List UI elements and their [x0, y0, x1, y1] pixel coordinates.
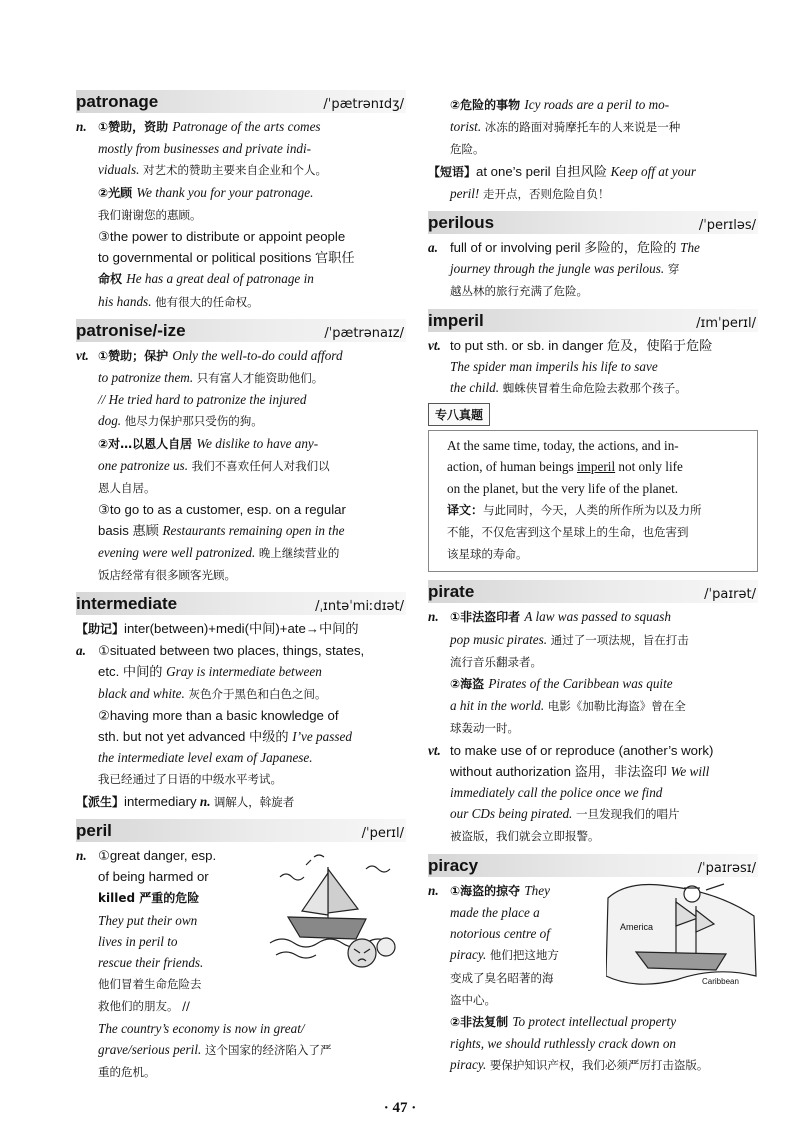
entry-imperil	[428, 309, 758, 573]
example: to patronize them.	[98, 370, 194, 386]
example: rights, we should ruthlessly crack down on	[450, 1036, 677, 1052]
mnemonic-tag: 【助记】	[76, 622, 125, 637]
translation: 盗中心。	[450, 992, 496, 1007]
translation: 重的危机。	[98, 1064, 156, 1079]
boat-hull	[288, 917, 366, 939]
sinking-boat-illustration	[266, 847, 406, 975]
example: torist.	[450, 119, 482, 135]
example: a hit in the world.	[450, 698, 545, 714]
example: A law was passed to squash	[524, 609, 672, 625]
example: The	[680, 240, 700, 256]
translation: 被盗版，我们就会立即报警。	[450, 829, 600, 844]
translation: 通过了一项法规，旨在打击	[547, 632, 689, 647]
right-column	[428, 94, 758, 1083]
example: the intermediate level exam of Japanese.	[98, 750, 313, 766]
derived-word: intermediary	[124, 793, 197, 809]
boat-sail	[328, 869, 358, 913]
mnemonic: inter(between)+medi(中间)+ate→中间的	[124, 621, 359, 637]
headword-bar	[76, 819, 406, 842]
exam-sentence: on the planet, but the very life of the planet.	[447, 480, 679, 496]
sense-label: ②海盗	[450, 677, 489, 692]
example: Restaurants remaining open in the	[162, 523, 345, 539]
definition: of being harmed or	[98, 869, 209, 885]
boat-sail	[302, 873, 328, 915]
pronunciation: /ˈperɪləs/	[698, 218, 756, 234]
example: Keep off at your	[610, 163, 696, 179]
translation: 球轰动一时。	[450, 721, 519, 736]
map-label-america: America	[620, 921, 654, 932]
headword-bar	[76, 90, 406, 113]
headword: piracy	[428, 855, 479, 875]
example: dog.	[98, 413, 122, 429]
exam-sentence: action, of human beings	[447, 459, 578, 475]
entry-patronise	[76, 319, 406, 586]
sense-label: ①非法盗印者	[450, 610, 525, 625]
headword-bar	[428, 211, 758, 234]
translation: 他们冒着生命危险去	[98, 977, 202, 992]
cloud-squiggle	[306, 855, 324, 865]
example: I’ve passed	[292, 729, 352, 745]
sense-label: ①海盗的掠夺	[450, 883, 525, 898]
translation: 冰冻的路面对骑摩托车的人来说是一种	[481, 120, 681, 135]
phrase-tag: 【短语】	[428, 164, 477, 179]
map-label-caribbean: Caribbean	[702, 976, 739, 986]
translation: 晚上继续营业的	[255, 545, 340, 560]
translation: 对艺术的赞助主要来自企业和个人。	[139, 163, 328, 178]
definition: etc. 中间的	[98, 664, 167, 680]
wave-line	[280, 874, 304, 880]
definition: full of or involving peril 多险的，危险的	[450, 240, 681, 256]
example: The spider man imperils his life to save	[450, 358, 658, 374]
pos-label: n.	[76, 119, 87, 134]
entry-peril-continued	[428, 94, 758, 205]
example: We will	[670, 763, 710, 779]
translation: 该星球的寿命。	[447, 547, 528, 562]
example: They put their own	[98, 912, 198, 928]
example: rescue their friends.	[98, 954, 204, 970]
example: piracy.	[450, 947, 487, 963]
exam-box	[428, 430, 758, 572]
translation: 要保护知识产权，我们必须严厉打击盗版。	[486, 1058, 709, 1073]
example: Gray is intermediate between	[166, 664, 322, 680]
pronunciation: /ˈperɪl/	[361, 825, 404, 841]
example: our CDs being pirated.	[450, 806, 573, 822]
definition: ②having more than a basic knowledge of	[98, 707, 339, 723]
headword: peril	[76, 820, 112, 840]
example: one patronize us.	[98, 457, 188, 473]
translation: 电影《加勒比海盗》曾在全	[544, 699, 686, 714]
exam-sentence: not only life	[615, 459, 683, 475]
translation: 流行音乐翻录者。	[450, 654, 542, 669]
translation: 他们把这地方	[486, 948, 559, 963]
exam-sentence: At the same time, today, the actions, and in-	[447, 438, 679, 454]
entry-intermediate	[76, 592, 406, 813]
underlined-word: imperil	[577, 459, 616, 475]
sense-label: ②光顾	[98, 185, 137, 200]
definition: ③the power to distribute or appoint people	[98, 229, 346, 245]
example: notorious centre of	[450, 926, 550, 942]
translation: 蜘蛛侠冒着生命危险去救那个孩子。	[499, 381, 687, 396]
headword-bar	[76, 319, 406, 342]
translation: 调解人，斡旋者	[213, 794, 295, 809]
example: evening were well patronized.	[98, 544, 256, 560]
definition: to governmental or political positions 官职任	[98, 250, 355, 266]
telescope	[706, 884, 724, 890]
ship-hull	[636, 952, 726, 970]
translation: 走开点，否则危险自负！	[479, 186, 610, 201]
example: The country’s economy is now in great/	[98, 1020, 305, 1036]
translation: 这个国家的经济陷入了严	[201, 1042, 332, 1057]
pos-label: a.	[76, 643, 86, 659]
example: He tried hard to patronize the injured	[108, 392, 307, 408]
water-line	[276, 952, 316, 958]
sense-label: ②危险的事物	[450, 98, 525, 112]
headword: intermediate	[76, 594, 178, 614]
translation: 我已经通过了日语的中级水平考试。	[98, 772, 282, 787]
example: viduals.	[98, 162, 140, 178]
translation: 恩人自居。	[98, 481, 156, 496]
example: Patronage of the arts comes	[172, 119, 321, 134]
translation: 饭店经常有很多顾客光顾。	[98, 567, 236, 582]
pronunciation: /ˌɪntəˈmiːdɪət/	[315, 599, 404, 615]
example: lives in peril to	[98, 933, 178, 949]
sense-label: ①赞助；保护	[98, 348, 173, 363]
pos-label: vt.	[428, 337, 441, 353]
pos-label: a.	[428, 240, 438, 256]
translation: 不能，不仅危害到这个星球上的生命，也危害到	[447, 525, 689, 540]
drowning-figure	[348, 939, 376, 967]
entry-pirate	[428, 580, 758, 847]
page-number: · 47 ·	[383, 1100, 417, 1116]
definition: basis 惠顾	[98, 523, 163, 539]
sense-label: ①赞助，资助	[98, 120, 173, 134]
headword-bar	[428, 854, 758, 877]
sense-label: ②非法复制	[450, 1014, 513, 1029]
pos-label: n.	[428, 609, 439, 625]
definition: ①great danger, esp.	[98, 847, 217, 863]
example: Pirates of the Caribbean was quite	[488, 676, 673, 692]
example: He has a great deal of patronage in	[126, 271, 314, 287]
headword-bar	[76, 592, 406, 615]
definition: killed 严重的危险	[98, 891, 200, 906]
entry-peril	[76, 819, 406, 1083]
translation: 他尽力保护那只受伤的狗。	[121, 414, 263, 429]
sense-label: 命权	[98, 272, 127, 287]
example: Only the well-to-do could afford	[172, 347, 343, 363]
example: grave/serious peril.	[98, 1041, 202, 1057]
pronunciation: /ˈpaɪrət/	[704, 587, 756, 603]
headword: patronage	[76, 92, 159, 111]
headword: perilous	[428, 213, 495, 233]
headword-bar	[428, 580, 758, 603]
example: his hands.	[98, 293, 152, 309]
pos-label: vt.	[76, 347, 89, 363]
definition: ①situated between two places, things, states,	[98, 643, 365, 659]
headword: pirate	[428, 582, 475, 602]
separator: //	[98, 392, 109, 408]
pronunciation: /ˈpætrənaɪz/	[324, 325, 404, 341]
pos-label: n.	[76, 847, 87, 863]
derived-tag: 【派生】	[76, 794, 125, 809]
pronunciation: /ˈpaɪrəsɪ/	[697, 860, 756, 876]
pirate-ship-illustration	[606, 878, 758, 994]
example: pop music pirates.	[450, 631, 548, 647]
example: We dislike to have any-	[196, 435, 319, 451]
example: immediately call the police once we find	[450, 785, 663, 801]
pos-label: vt.	[428, 742, 441, 758]
example: journey through the jungle was perilous.	[450, 261, 665, 277]
pos-label: n.	[199, 793, 211, 809]
definition: to make use of or reproduce (another’s work)	[450, 742, 714, 758]
definition: sth. but not yet advanced 中级的	[98, 729, 293, 745]
drowning-figure	[377, 938, 395, 956]
translation: 穿	[664, 262, 680, 277]
translation: 我们谢谢您的惠顾。	[98, 207, 202, 222]
definition: to put sth. or sb. in danger 危及，使陷于危险	[450, 337, 713, 353]
example: To protect intellectual property	[512, 1013, 677, 1029]
example: piracy.	[450, 1057, 487, 1073]
example: We thank you for your patronage.	[136, 184, 314, 200]
left-column	[76, 90, 406, 1089]
phrase: at one’s peril 自担风险	[476, 163, 611, 179]
definition: ③to go to as a customer, esp. on a regular	[98, 502, 346, 518]
headword: imperil	[428, 310, 484, 330]
translation: 越丛林的旅行充满了危险。	[450, 284, 588, 299]
translation: 与此同时，今天，人类的所作所为以及力所	[483, 502, 702, 517]
headword-bar	[428, 309, 758, 332]
example: Icy roads are a peril to mo-	[524, 97, 670, 112]
translation: 灰色介于黑色和白色之间。	[184, 686, 327, 701]
pronunciation: /ɪmˈperɪl/	[696, 315, 756, 331]
example: black and white.	[98, 685, 185, 701]
translation: 他有很大的任命权。	[151, 294, 259, 309]
pronunciation: /ˈpætrənɪdʒ/	[323, 97, 404, 112]
translation: 我们不喜欢任何人对我们以	[188, 458, 330, 473]
translation: 只有富人才能资助他们。	[193, 371, 324, 386]
headword: patronise/-ize	[76, 320, 186, 340]
example: mostly from businesses and private indi-	[98, 141, 312, 157]
exam-tag: 专八真题	[428, 403, 490, 426]
definition: without authorization 盗用，非法盗印	[450, 763, 671, 779]
translation-label: 译文：	[447, 502, 484, 517]
pos-label: n.	[428, 882, 439, 898]
translation: 危险。	[450, 142, 485, 157]
example: the child.	[450, 380, 500, 396]
entry-patronage	[76, 90, 406, 313]
translation: 救他们的朋友。 //	[98, 999, 190, 1014]
translation: 变成了臭名昭著的海	[450, 970, 554, 985]
sense-label: ②对…以恩人自居	[98, 436, 197, 451]
example: peril!	[450, 185, 480, 201]
wave-line	[366, 866, 390, 872]
example: They	[524, 882, 550, 898]
translation: 一旦发现我们的唱片	[572, 807, 680, 822]
entry-perilous	[428, 211, 758, 303]
example: made the place a	[450, 904, 540, 920]
entry-piracy	[428, 854, 758, 1077]
